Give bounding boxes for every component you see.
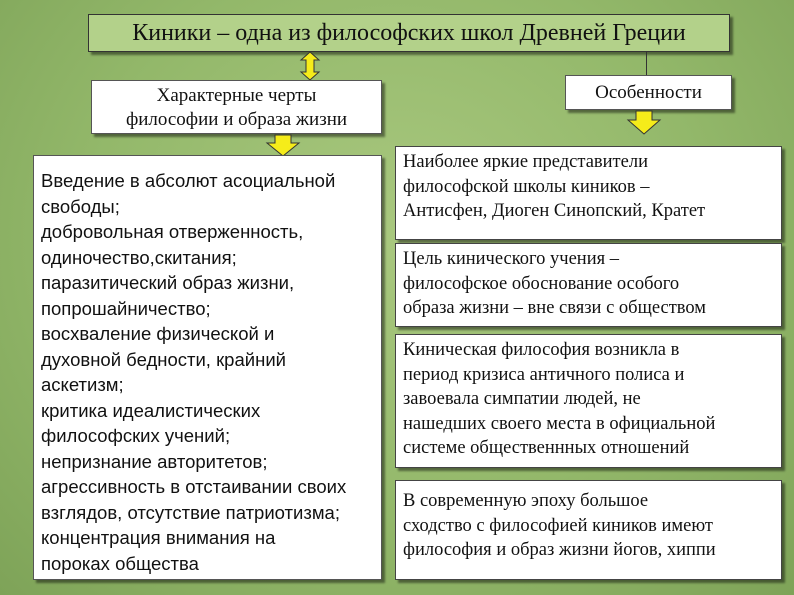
characteristic-line: Введение в абсолют асоциальной [41, 170, 336, 191]
characteristics-header-line-1: Характерные черты [156, 85, 317, 106]
characteristic-line: добровольная отверженность, [41, 221, 304, 242]
feature-line: образа жизни – вне связи с обществом [403, 298, 707, 318]
feature-box-representatives [395, 146, 782, 240]
feature-line: Антисфен, Диоген Синопский, Кратет [403, 201, 706, 221]
characteristic-line: восхваление физической и [41, 323, 275, 344]
characteristic-line: концентрация внимания на [41, 527, 276, 548]
feature-line: В современную эпоху большое [403, 491, 649, 511]
title-features-connector [646, 52, 647, 75]
characteristics-list [33, 155, 382, 580]
feature-line: Цель кинического учения – [403, 249, 619, 269]
feature-line: философское обоснование особого [403, 273, 680, 294]
down-arrow-icon [266, 135, 300, 157]
feature-line: Наиболее яркие представители [403, 152, 648, 172]
characteristic-line: духовной бедности, крайний [41, 348, 286, 370]
diagram-title: Киники – одна из философских школ Древней Греции [88, 14, 730, 52]
double-arrow-icon [300, 52, 320, 80]
feature-line: нашедших своего места в официальной [403, 413, 716, 434]
characteristic-line: пороках общества [41, 552, 199, 574]
feature-line: философия и образ жизни йогов, хиппи [403, 540, 716, 560]
feature-line: философской школы киников – [403, 176, 650, 197]
characteristic-line: непризнание авторитетов; [41, 450, 268, 472]
feature-line: системе общественнных отношений [403, 438, 690, 458]
feature-box-modern [395, 480, 782, 580]
feature-line: Киническая философия возникла в [403, 340, 680, 360]
characteristic-line: философских учений; [41, 425, 231, 446]
characteristic-line: агрессивность в отстаивании своих [41, 476, 347, 497]
characteristic-line: критика идеалистических [41, 399, 261, 421]
features-header: Особенности [565, 75, 732, 110]
characteristic-line: одиночество,скитания; [41, 246, 237, 268]
characteristic-line: взглядов, отсутствие патриотизма; [41, 501, 340, 523]
feature-box-goal [395, 243, 782, 327]
characteristic-line: аскетизм; [41, 374, 124, 395]
feature-box-origin [395, 334, 782, 468]
feature-line: период кризиса античного полиса и [403, 364, 685, 385]
characteristics-header [91, 80, 382, 134]
feature-line: завоевала симпатии людей, не [403, 389, 641, 409]
feature-line: сходство с философией киников имеют [403, 515, 714, 536]
down-arrow-icon [627, 111, 661, 135]
characteristics-header-line-2: философии и образа жизни [125, 109, 348, 130]
characteristic-line: свободы; [41, 195, 120, 217]
characteristic-line: паразитический образ жизни, [41, 272, 295, 293]
characteristic-line: попрошайничество; [41, 297, 211, 319]
